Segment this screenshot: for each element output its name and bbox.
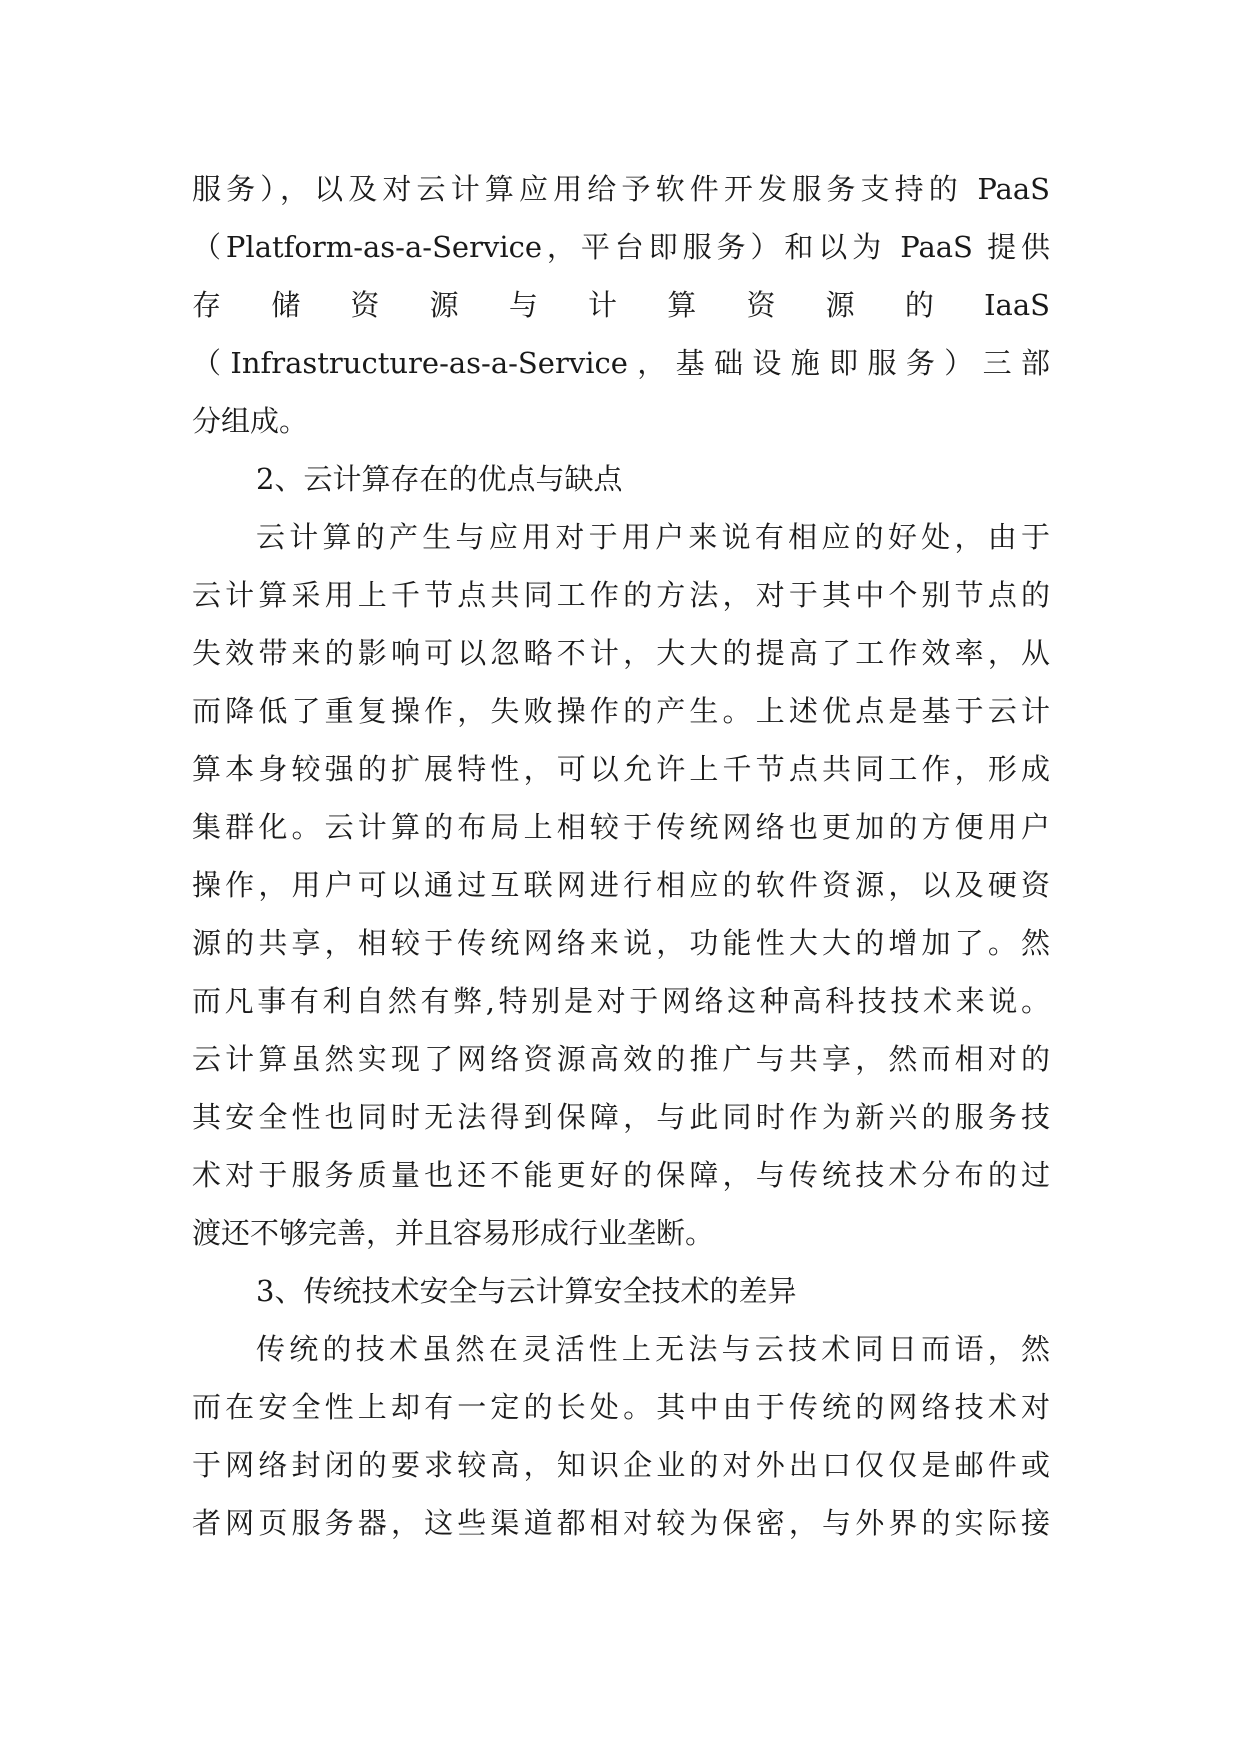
text-line: 于网络封闭的要求较高，知识企业的对外出口仅仅是邮件或: [192, 1448, 1050, 1482]
text-line: 者网页服务器，这些渠道都相对较为保密，与外界的实际接: [192, 1506, 1050, 1540]
text-line: 其安全性也同时无法得到保障，与此同时作为新兴的服务技: [192, 1100, 1050, 1134]
text-line: 分组成。: [192, 404, 309, 438]
text-line: 云计算的产生与应用对于用户来说有相应的好处，由于: [256, 520, 1050, 554]
text-line: （Platform-as-a-Service，平台即服务）和以为 PaaS 提供: [192, 230, 1050, 264]
section-heading: 3、传统技术安全与云计算安全技术的差异: [256, 1274, 797, 1308]
text-line: 云计算虽然实现了网络资源高效的推广与共享，然而相对的: [192, 1042, 1050, 1076]
body-text: [192, 160, 1050, 1552]
text-line: 服务），以及对云计算应用给予软件开发服务支持的 PaaS: [192, 172, 1050, 206]
text-line: 渡还不够完善，并且容易形成行业垄断。: [192, 1216, 715, 1250]
text-line: （Infrastructure-as-a-Service，基础设施即服务）三部: [192, 346, 1050, 380]
text-line: 集群化。云计算的布局上相较于传统网络也更加的方便用户: [192, 810, 1050, 844]
text-line: 而凡事有利自然有弊,特别是对于网络这种高科技技术来说。: [192, 984, 1050, 1018]
text-line: 术对于服务质量也还不能更好的保障，与传统技术分布的过: [192, 1158, 1050, 1192]
section-heading: 2、云计算存在的优点与缺点: [256, 462, 623, 496]
text-line: 算本身较强的扩展特性，可以允许上千节点共同工作，形成: [192, 752, 1050, 786]
text-line: 操作，用户可以通过互联网进行相应的软件资源，以及硬资: [192, 868, 1050, 902]
text-line: 而在安全性上却有一定的长处。其中由于传统的网络技术对: [192, 1390, 1050, 1424]
text-line: 源的共享，相较于传统网络来说，功能性大大的增加了。然: [192, 926, 1050, 960]
text-line: 失效带来的影响可以忽略不计，大大的提高了工作效率，从: [192, 636, 1050, 670]
text-line: 而降低了重复操作，失败操作的产生。上述优点是基于云计: [192, 694, 1050, 728]
text-line: 存 储 资 源 与 计 算 资 源 的 IaaS: [192, 288, 1050, 322]
text-line: 云计算采用上千节点共同工作的方法，对于其中个别节点的: [192, 578, 1050, 612]
text-line: 传统的技术虽然在灵活性上无法与云技术同日而语，然: [256, 1332, 1050, 1366]
